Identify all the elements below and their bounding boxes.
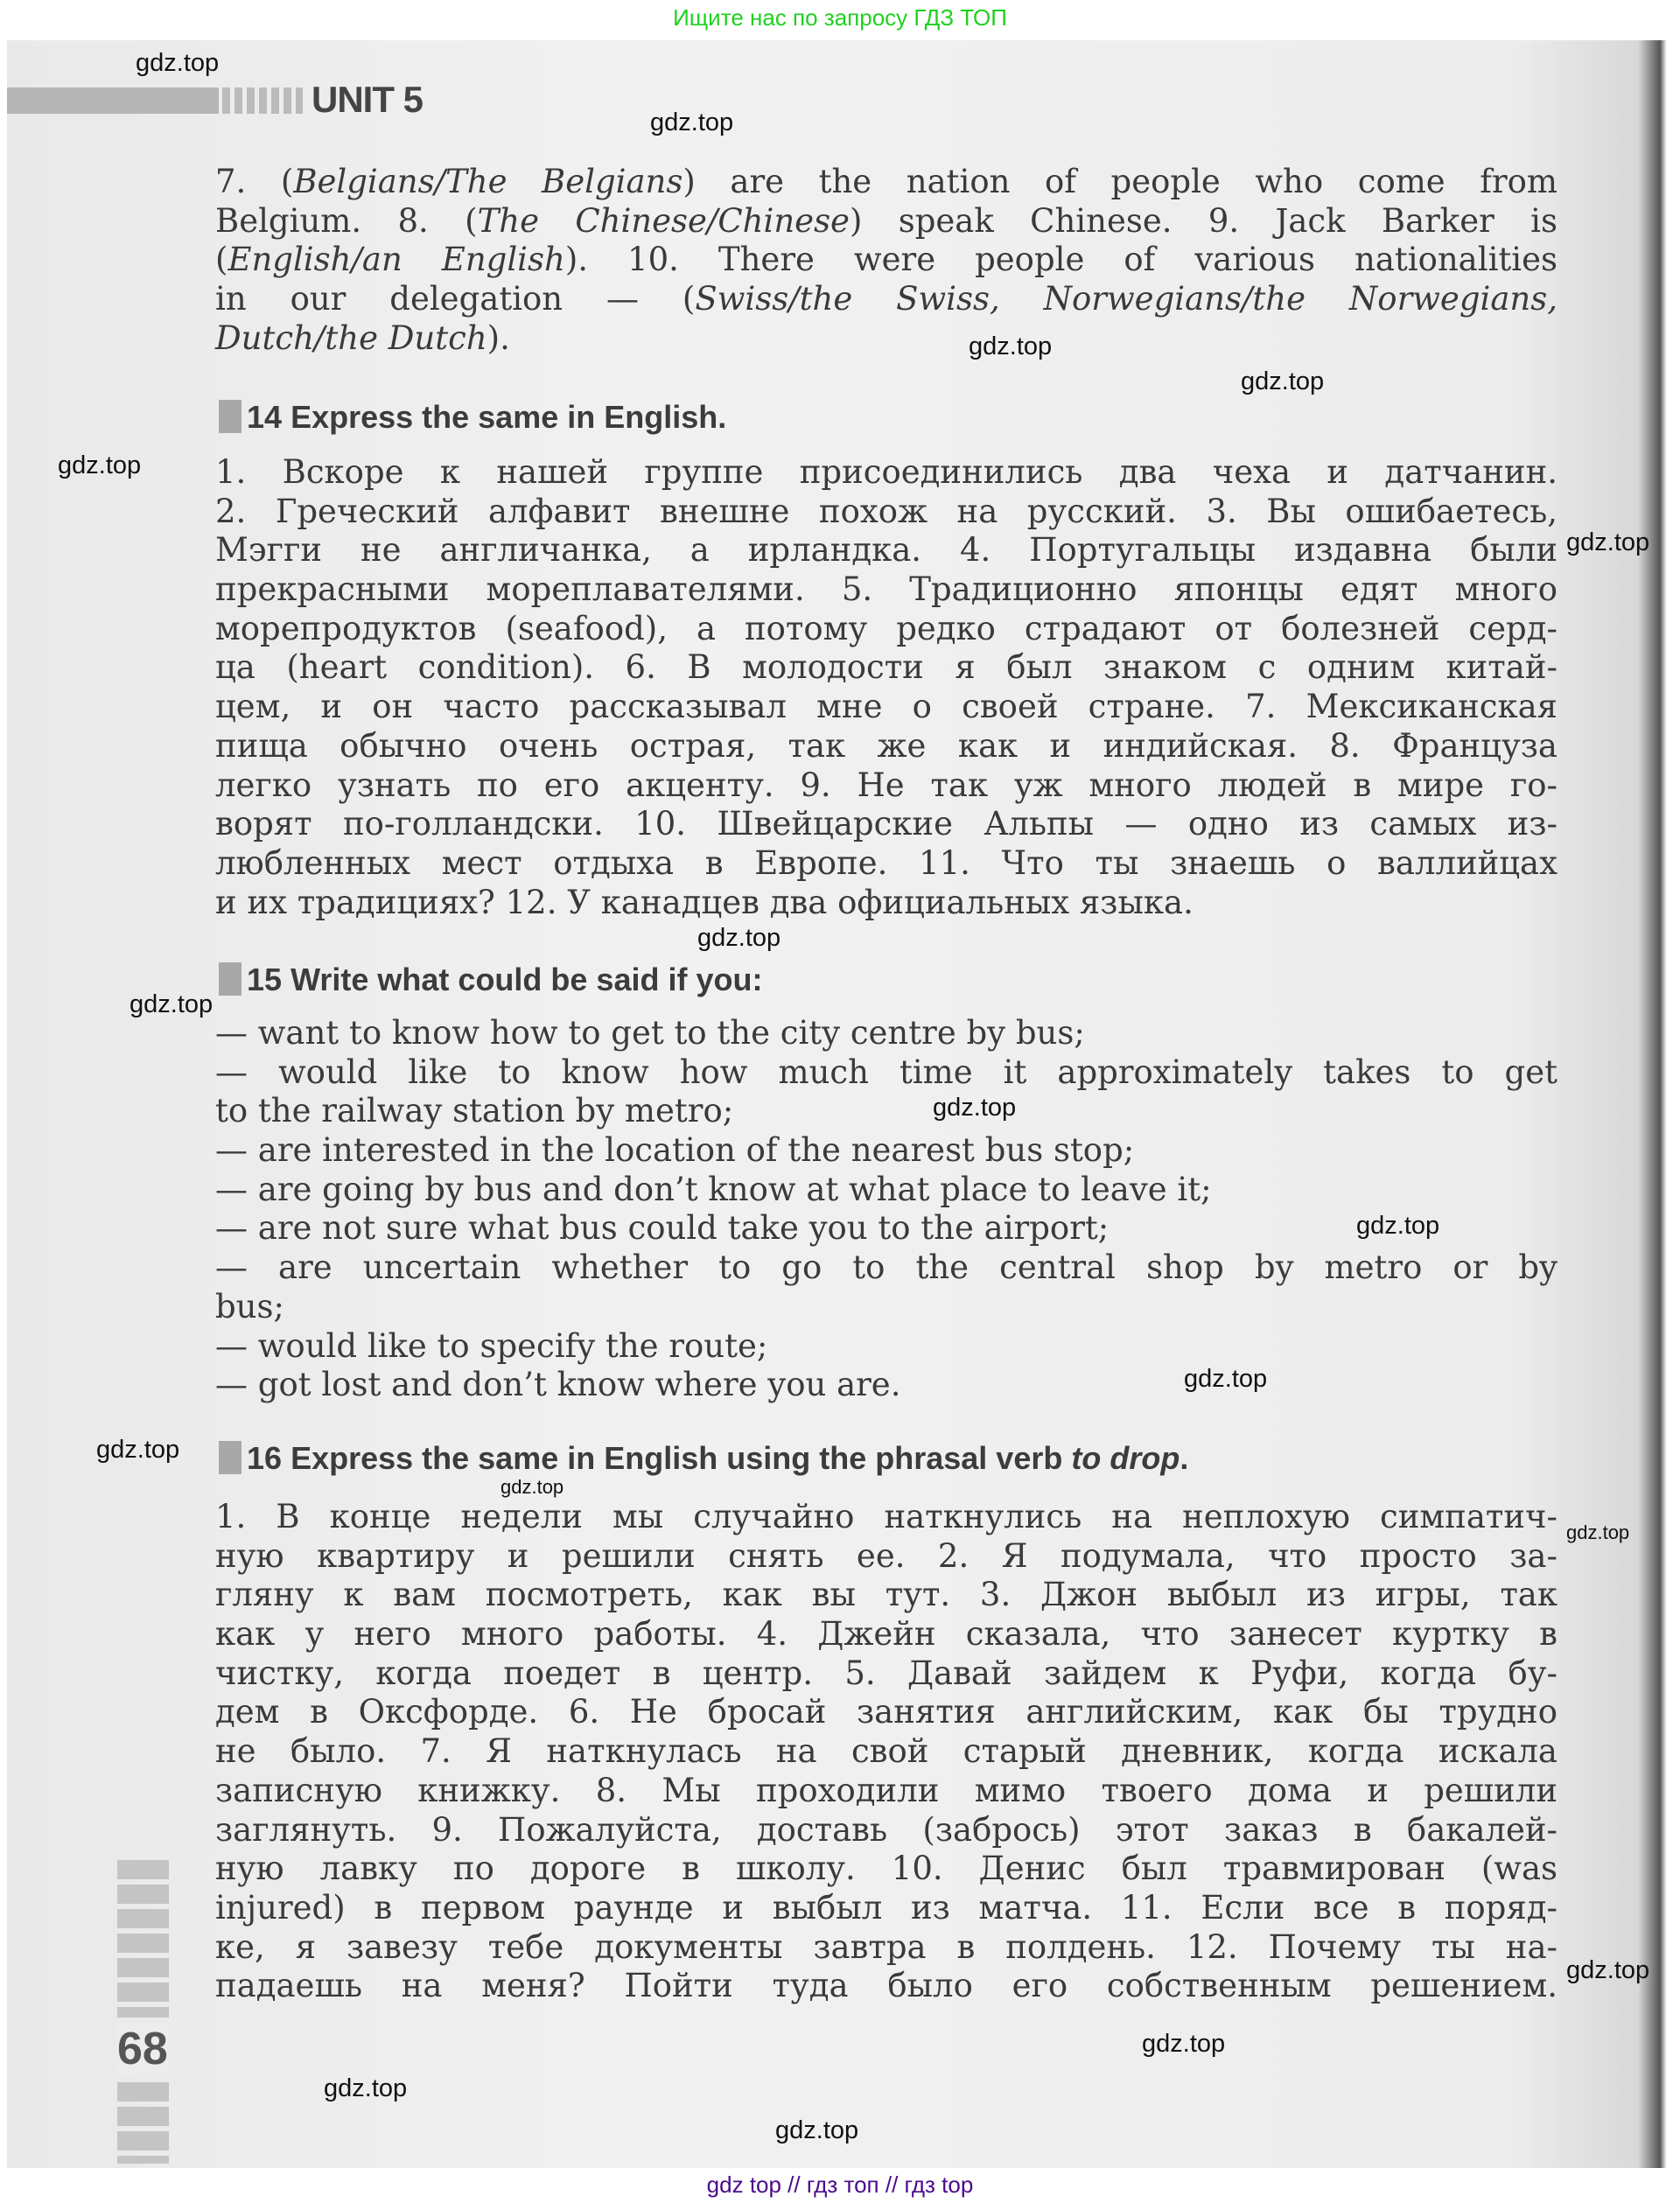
text-line: ворят по-голландски. 10. Швейцарские Альпы — одно из самых из- <box>215 805 1558 843</box>
exercise-marker-icon <box>219 1441 242 1474</box>
text-line: не было. 7. Я наткнулась на свой старый дневник, когда искала <box>215 1732 1558 1771</box>
watermark: gdz.top <box>324 2074 408 2102</box>
text-line: — are going by bus and don’t know at what place to leave it; <box>215 1170 1212 1208</box>
exercise-13-continuation <box>215 163 1558 358</box>
text-line: и их традициях? 12. У канадцев два официальных языка. <box>215 883 1194 921</box>
watermark: gdz.top <box>969 332 1053 360</box>
text-line: — are uncertain whether to go to the central shop by metro or by <box>215 1248 1558 1287</box>
text-line: пища обычно очень острая, так же как и индийская. 8. Француза <box>215 726 1558 765</box>
watermark: gdz.top <box>58 451 142 479</box>
watermark: gdz.top <box>697 924 781 952</box>
text-line: цем, и он часто рассказывал мне о своей стране. 7. Мексиканская <box>215 688 1558 726</box>
page-number: 68 <box>117 2024 168 2074</box>
text-line: падаешь на меня? Пойти туда было его собственным решением. <box>215 1967 1558 2005</box>
text-line: морепродуктов (seafood), а потому редко страдают от болезней серд- <box>215 609 1558 647</box>
text-line: ную лавку по дороге в школу. 10. Денис был травмирован (was <box>215 1850 1558 1888</box>
exercise-15-text <box>215 1014 1558 1405</box>
watermark: gdz.top <box>1566 1956 1650 1984</box>
text-line: — want to know how to get to the city centre by bus; <box>215 1014 1085 1052</box>
exercise-16-heading: 16 Express the same in English using the phrasal verb to drop. <box>219 1441 1188 1476</box>
page-edge-squares <box>117 2082 169 2164</box>
text-line: — would like to know how much time it approximately takes to get <box>215 1053 1558 1091</box>
watermark: gdz.top <box>650 108 734 136</box>
text-line: ную квартиру и решили снять ее. 2. Я подумала, что просто за- <box>215 1536 1558 1575</box>
text-line: 7. (Belgians/The Belgians) are the nation of people who come from <box>215 163 1558 200</box>
page-edge-squares <box>117 1860 169 2018</box>
text-line: injured) в первом раунде и выбыл из матча. 11. Если все в поряд- <box>215 1888 1558 1927</box>
text-line: ца (heart condition). 6. В молодости я был знаком с одним китай- <box>215 648 1558 687</box>
text-line: (English/an English). 10. There were people of various nationalities <box>215 241 1558 279</box>
text-line: — got lost and don’t know where you are. <box>215 1366 901 1404</box>
text-line: чистку, когда поедет в центр. 5. Давай зайдем к Руфи, когда бу- <box>215 1654 1558 1692</box>
watermark: gdz.top <box>1566 1521 1630 1543</box>
exercise-14-text <box>215 453 1558 922</box>
text-line: гляну к вам посмотреть, как вы тут. 3. Джон выбыл из игры, так <box>215 1576 1558 1614</box>
exercise-15-heading: 15 Write what could be said if you: <box>219 961 762 999</box>
text-line: прекрасными мореплавателями. 5. Традиционно японцы едят много <box>215 570 1558 609</box>
watermark: gdz.top <box>500 1476 564 1498</box>
text-line: 1. В конце недели мы случайно наткнулись на неплохую симпатич- <box>215 1498 1558 1535</box>
text-line: легко узнать по его акценту. 9. Не так уж много людей в мире го- <box>215 766 1558 804</box>
watermark: gdz.top <box>1241 367 1325 395</box>
text-line: 1. Вскоре к нашей группе присоединились два чеха и датчанин. <box>215 453 1558 491</box>
exercise-14-heading: 14 Express the same in English. <box>219 398 726 437</box>
text-line: любленных мест отдыха в Европе. 11. Что ты знаешь о валлийцах <box>215 843 1558 882</box>
text-line: to the railway station by metro; <box>215 1092 734 1130</box>
text-line: 2. Греческий алфавит внешне похож на русский. 3. Вы ошибаетесь, <box>215 492 1558 530</box>
watermark: gdz.top <box>1356 1212 1440 1240</box>
text-line: — are not sure what bus could take you to the airport; <box>215 1209 1110 1248</box>
watermark: gdz.top <box>130 990 214 1018</box>
text-line: как у него много работы. 4. Джейн сказала, что занесет куртку в <box>215 1615 1558 1654</box>
text-line: Мэгги не англичанка, а ирландка. 4. Португальцы издавна были <box>215 531 1558 570</box>
unit-header-bar <box>7 87 219 114</box>
text-line: — would like to specify the route; <box>215 1326 768 1365</box>
unit-header-dashes <box>222 87 303 114</box>
watermark: gdz.top <box>1142 2030 1226 2058</box>
text-line: заглянуть. 9. Пожалуйста, доставь (забрось) этот заказ в бакалей- <box>215 1810 1558 1849</box>
watermark: gdz.top <box>1566 528 1650 556</box>
exercise-marker-icon <box>219 400 242 433</box>
exercise-marker-icon <box>219 962 242 996</box>
footer-links[interactable]: gdz top // гдз топ // гдз top <box>706 2172 974 2198</box>
text-line: Belgium. 8. (The Chinese/Chinese) speak Chinese. 9. Jack Barker is <box>215 201 1558 240</box>
watermark: gdz.top <box>933 1094 1017 1122</box>
watermark: gdz.top <box>775 2116 859 2144</box>
unit-title: UNIT 5 <box>312 79 424 120</box>
watermark: gdz.top <box>96 1436 180 1464</box>
text-line: Dutch/the Dutch). <box>215 318 510 357</box>
watermark: gdz.top <box>136 49 220 77</box>
search-banner[interactable]: Ищите нас по запросу ГДЗ ТОП <box>673 4 1007 31</box>
text-line: — are interested in the location of the nearest bus stop; <box>215 1131 1135 1170</box>
exercise-16-text <box>215 1498 1558 2006</box>
text-line: записную книжку. 8. Мы проходили мимо твоего дома и решили <box>215 1771 1558 1809</box>
text-line: bus; <box>215 1287 284 1325</box>
text-line: дем в Оксфорде. 6. Не бросай занятия английским, как бы трудно <box>215 1693 1558 1731</box>
text-line: ке, я завезу тебе документы завтра в полдень. 12. Почему ты на- <box>215 1927 1558 1966</box>
watermark: gdz.top <box>1184 1365 1268 1393</box>
text-line: in our delegation — (Swiss/the Swiss, Norwegians/the Norwegians, <box>215 280 1558 318</box>
